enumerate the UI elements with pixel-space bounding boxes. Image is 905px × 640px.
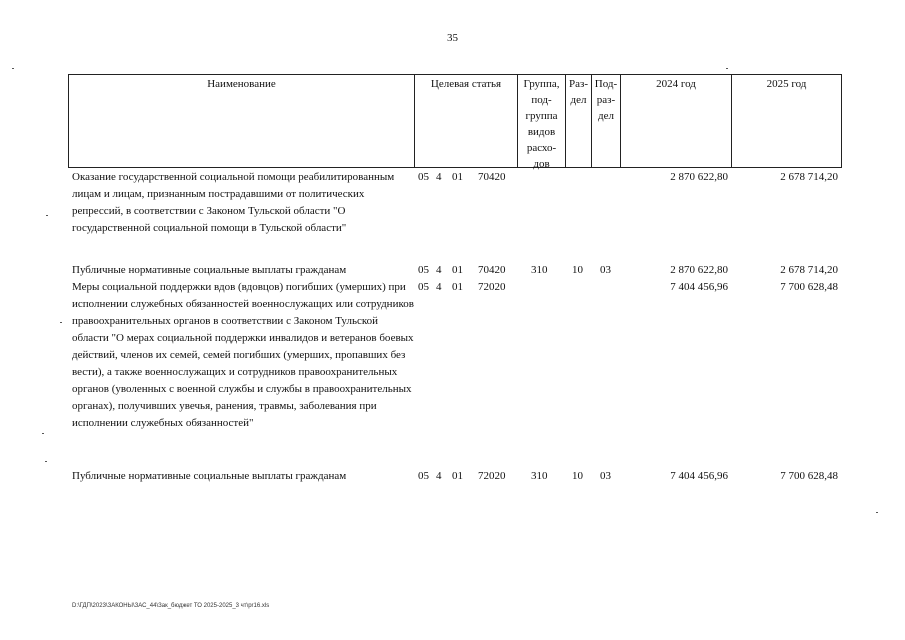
amount-2025: 2 678 714,20 bbox=[780, 171, 838, 183]
amount-2024: 2 870 622,80 bbox=[670, 171, 728, 183]
code-program: 05 bbox=[418, 264, 429, 276]
footer-file-path: D:\ГДП\2023\ЗАКОНЫ\ЗАС_44\Зак_бюджет ТО 2025-2025_3 чт\pr16.xls bbox=[72, 603, 270, 609]
scan-speck bbox=[726, 68, 728, 69]
amount-2024: 2 870 622,80 bbox=[670, 264, 728, 276]
header-subsection-line: раз- bbox=[596, 94, 616, 106]
code-direction: 70420 bbox=[478, 264, 506, 276]
code-program: 05 bbox=[418, 470, 429, 482]
code-direction: 72020 bbox=[478, 470, 506, 482]
code-measure: 01 bbox=[452, 171, 463, 183]
code-subsection: 03 bbox=[600, 470, 611, 482]
header-group-line: Группа, bbox=[523, 78, 560, 90]
code-section: 10 bbox=[572, 264, 583, 276]
header-2025 bbox=[731, 75, 841, 167]
amount-2025: 7 700 628,48 bbox=[780, 470, 838, 482]
header-subsection-line: дел bbox=[598, 110, 614, 122]
table-header bbox=[68, 74, 842, 168]
header-target bbox=[414, 75, 517, 167]
row-name: Публичные нормативные социальные выплаты гражданам bbox=[72, 264, 347, 276]
header-section bbox=[565, 75, 591, 167]
scan-speck bbox=[46, 215, 48, 216]
code-measure: 01 bbox=[452, 470, 463, 482]
header-2025-label: 2025 год bbox=[766, 78, 807, 90]
code-section: 10 bbox=[572, 470, 583, 482]
header-group bbox=[517, 75, 565, 170]
header-section-line: дел bbox=[570, 94, 587, 106]
header-group-line: группа bbox=[525, 110, 558, 122]
row-name: Меры социальной поддержки вдов (вдовцов) погибших (умерших) при исполнении служебных обязанностей военнослужащих или сотрудников правоохранительных органов в соответствии с Законом Тульской области "О мерах социальной поддержки инвалидов и ветеранов боевых действий, членов их семей, семей погибших (умерших, пропавших без вести), а также военнослужащих и сотрудников правоохранительных органов (уволенных с военной службы и службы в правоохранительных органах), получивших увечья, ранения, травмы, заболевания при исполнении служебных обязанностей" bbox=[72, 281, 414, 429]
header-group-line: дов bbox=[533, 158, 550, 170]
header-name bbox=[69, 75, 414, 167]
header-group-line: видов bbox=[527, 126, 556, 138]
header-2024 bbox=[620, 75, 731, 167]
header-2024-label: 2024 год bbox=[656, 78, 696, 90]
header-target-label: Целевая статья bbox=[430, 78, 502, 90]
code-subprogram: 4 bbox=[436, 281, 442, 293]
header-name-label: Наименование bbox=[207, 78, 276, 90]
amount-2024: 7 404 456,96 bbox=[670, 281, 728, 293]
code-subprogram: 4 bbox=[436, 470, 442, 482]
header-subsection bbox=[591, 75, 620, 167]
code-program: 05 bbox=[418, 281, 429, 293]
amount-2025: 2 678 714,20 bbox=[780, 264, 838, 276]
code-group: 310 bbox=[531, 470, 548, 482]
code-measure: 01 bbox=[452, 264, 463, 276]
row-name: Публичные нормативные социальные выплаты гражданам bbox=[72, 470, 347, 482]
header-group-line: под- bbox=[531, 94, 552, 106]
code-subprogram: 4 bbox=[436, 264, 442, 276]
scan-speck bbox=[12, 68, 14, 69]
header-group-line: расхо- bbox=[526, 142, 557, 154]
amount-2024: 7 404 456,96 bbox=[670, 470, 728, 482]
header-subsection-line: Под- bbox=[594, 78, 618, 90]
page-number: 35 bbox=[447, 32, 458, 44]
amount-2025: 7 700 628,48 bbox=[780, 281, 838, 293]
code-group: 310 bbox=[531, 264, 548, 276]
scan-speck bbox=[42, 433, 44, 434]
scan-speck bbox=[876, 512, 878, 513]
code-subsection: 03 bbox=[600, 264, 611, 276]
code-program: 05 bbox=[418, 171, 429, 183]
scan-speck bbox=[45, 461, 47, 462]
code-direction: 72020 bbox=[478, 281, 506, 293]
code-measure: 01 bbox=[452, 281, 463, 293]
scan-speck bbox=[60, 322, 62, 323]
header-section-line: Раз- bbox=[568, 78, 588, 90]
code-subprogram: 4 bbox=[436, 171, 442, 183]
code-direction: 70420 bbox=[478, 171, 506, 183]
row-name: Оказание государственной социальной помощи реабилитированным лицам и лицам, признанным пострадавшими от политических репрессий, в соответствии с Законом Тульской области "О государственной социальной помощи в Тульской области" bbox=[72, 171, 395, 234]
